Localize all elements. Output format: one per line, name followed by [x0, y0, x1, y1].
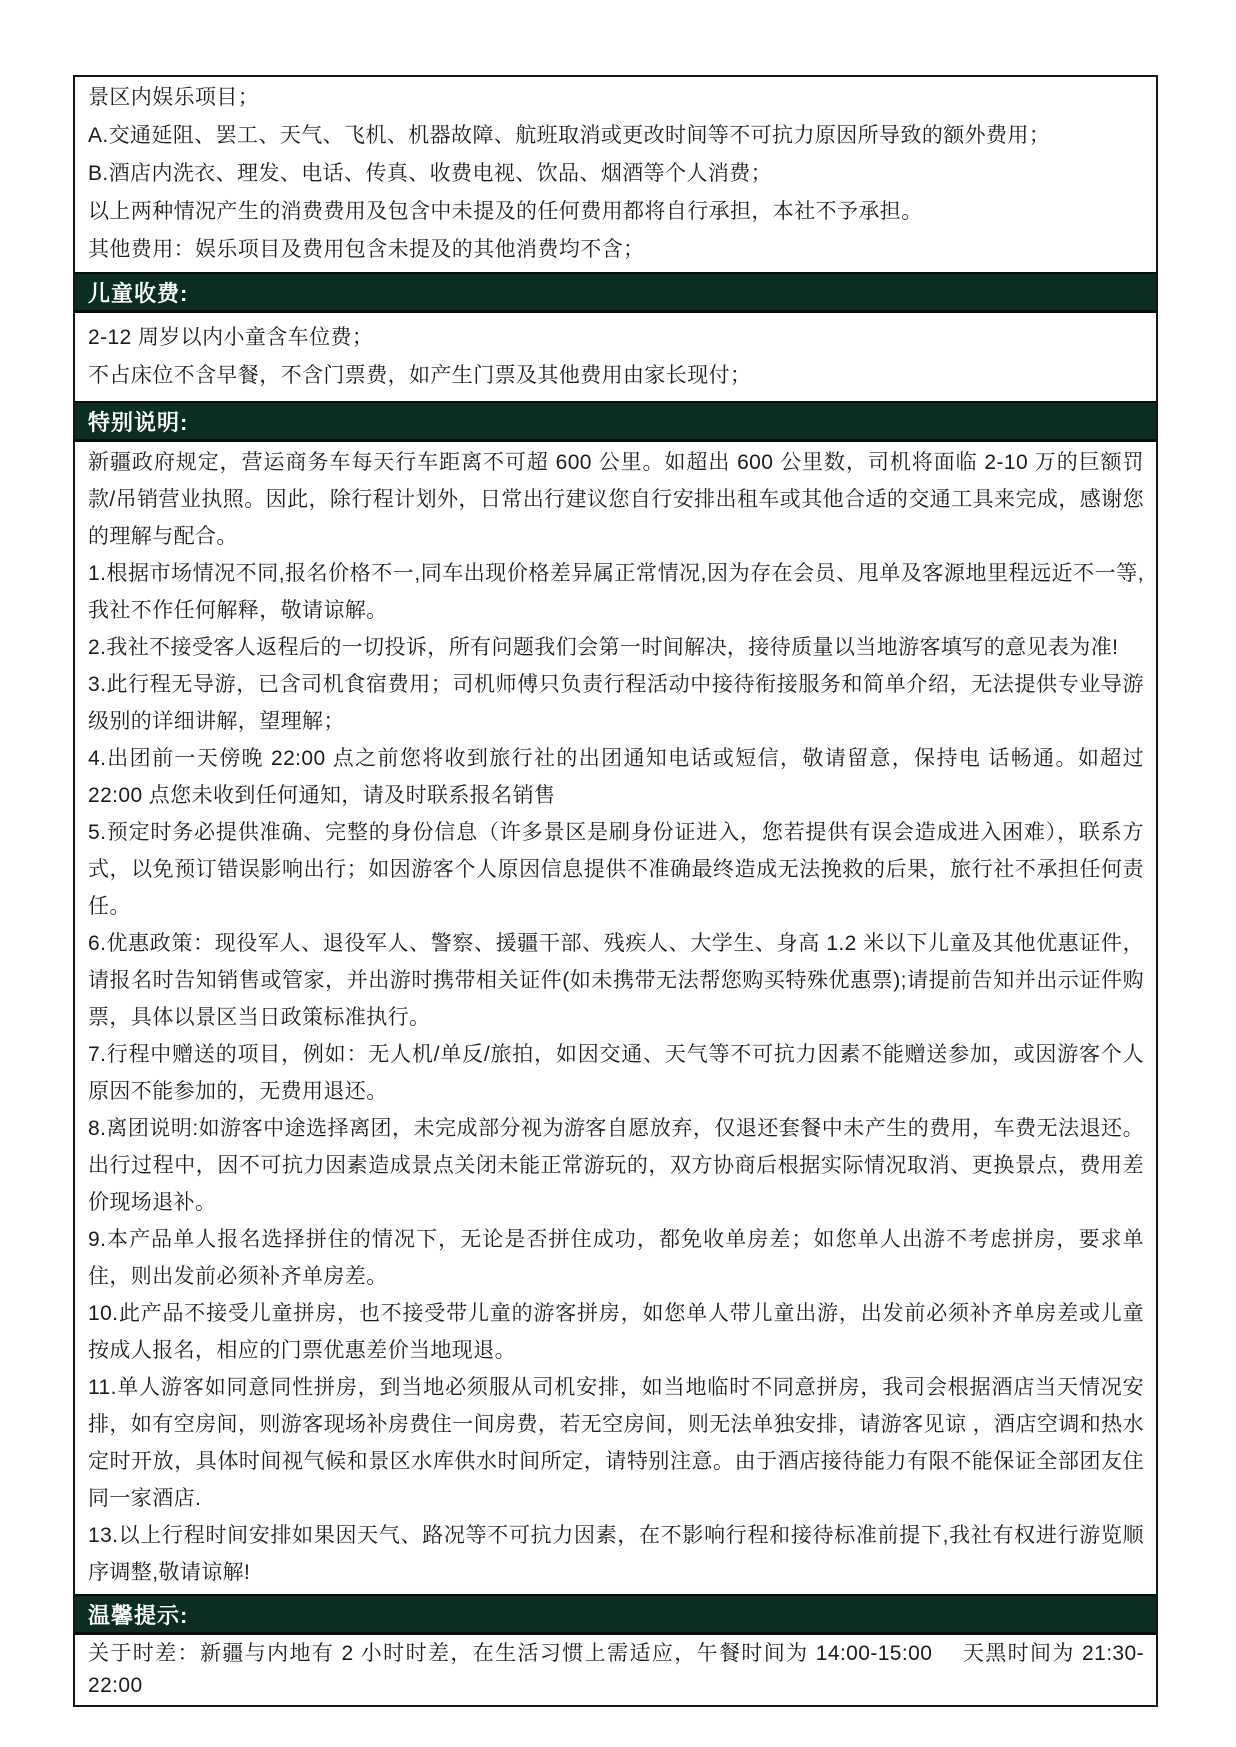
- paragraph: B.酒店内洗衣、理发、电话、传真、收费电视、饮品、烟酒等个人消费；: [88, 162, 773, 185]
- paragraph: 不占床位不含早餐，不含门票费，如产生门票及其他费用由家长现付；: [88, 364, 752, 387]
- paragraph: 2-12 周岁以内小童含车位费；: [88, 326, 374, 349]
- section-tips: [75, 1635, 1156, 1705]
- paragraph: 关于时差：新疆与内地有 2 小时时差，在生活习惯上需适应，午餐时间为 14:00-15:00 天黑时间为 21:30-22:00: [88, 1642, 1144, 1697]
- paragraph: 8.离团说明:如游客中途选择离团，未完成部分视为游客自愿放弃，仅退还套餐中未产生的费用，车费无法退还。出行过程中，因不可抗力因素造成景点关闭未能正常游玩的，双方协商后根据实际情况取消、更换景点，费用差价现场退补。: [88, 1117, 1144, 1214]
- paragraph: 新疆政府规定，营运商务车每天行车距离不可超 600 公里。如超出 600 公里数，司机将面临 2-10 万的巨额罚款/吊销营业执照。因此，除行程计划外，日常出行建议您自行安排出租车或其他合适的交通工具来完成，感谢您的理解与配合。: [88, 451, 1144, 548]
- paragraph: 11.单人游客如同意同性拼房，到当地必须服从司机安排，如当地临时不同意拼房，我司会根据酒店当天情况安排，如有空房间，则游客现场补房费住一间房费，若无空房间，则无法单独安排，请游客见谅 ，酒店空调和热水定时开放，具体时间视气候和景区水库供水时间所定，请特别注意。由于酒店接待能力有限不能保证全部团友住同一家酒店.: [88, 1376, 1144, 1510]
- paragraph: 景区内娱乐项目；: [88, 86, 260, 109]
- section-header-child-fees: [75, 272, 1156, 313]
- section-header-label: 儿童收费:: [88, 280, 189, 306]
- paragraph: 其他费用：娱乐项目及费用包含未提及的其他消费均不含；: [88, 238, 645, 261]
- section-header-special-notes: [75, 401, 1156, 442]
- paragraph: A.交通延阻、罢工、天气、飞机、机器故障、航班取消或更改时间等不可抗力原因所导致的额外费用；: [88, 124, 1051, 147]
- paragraph: 9.本产品单人报名选择拼住的情况下，无论是否拼住成功，都免收单房差；如您单人出游不考虑拼房，要求单住，则出发前必须补齐单房差。: [88, 1228, 1144, 1288]
- section-header-label: 特别说明:: [88, 409, 189, 435]
- section-child-fees: [75, 313, 1156, 401]
- paragraph: 1.根据市场情况不同,报名价格不一,同车出现价格差异属正常情况,因为存在会员、甩单及客源地里程远近不一等,我社不作任何解释，敬请谅解。: [88, 562, 1144, 622]
- section-other-fees: [75, 77, 1156, 272]
- paragraph: 3.此行程无导游，已含司机食宿费用；司机师傅只负责行程活动中接待衔接服务和简单介绍，无法提供专业导游级别的详细讲解，望理解；: [88, 673, 1144, 733]
- paragraph: 10.此产品不接受儿童拼房，也不接受带儿童的游客拼房，如您单人带儿童出游，出发前必须补齐单房差或儿童按成人报名，相应的门票优惠差价当地现退。: [88, 1302, 1144, 1362]
- section-special-notes: [75, 442, 1156, 1594]
- paragraph: 6.优惠政策：现役军人、退役军人、警察、援疆干部、残疾人、大学生、身高 1.2 米以下儿童及其他优惠证件，请报名时告知销售或管家，并出游时携带相关证件(如未携带无法帮您购买特殊优惠票);请提前告知并出示证件购票，具体以景区当日政策标准执行。: [88, 932, 1144, 1029]
- section-header-label: 温馨提示:: [88, 1602, 189, 1628]
- paragraph: 4.出团前一天傍晚 22:00 点之前您将收到旅行社的出团通知电话或短信，敬请留意，保持电 话畅通。如超过 22:00 点您未收到任何通知，请及时联系报名销售: [88, 747, 1144, 807]
- terms-table: [73, 75, 1158, 1707]
- paragraph: 2.我社不接受客人返程后的一切投诉，所有问题我们会第一时间解决，接待质量以当地游客填写的意见表为准!: [88, 636, 1119, 659]
- section-header-tips: [75, 1594, 1156, 1635]
- paragraph: 7.行程中赠送的项目，例如：无人机/单反/旅拍，如因交通、天气等不可抗力因素不能赠送参加，或因游客个人原因不能参加的，无费用退还。: [88, 1043, 1144, 1103]
- paragraph: 5.预定时务必提供准确、完整的身份信息（许多景区是刷身份证进入，您若提供有误会造成进入困难），联系方式，以免预订错误影响出行；如因游客个人原因信息提供不准确最终造成无法挽救的后果，旅行社不承担任何责任。: [88, 821, 1144, 918]
- paragraph: 以上两种情况产生的消费费用及包含中未提及的任何费用都将自行承担，本社不予承担。: [88, 200, 923, 223]
- paragraph: 13.以上行程时间安排如果因天气、路况等不可抗力因素，在不影响行程和接待标准前提下,我社有权进行游览顺序调整,敬请谅解!: [88, 1524, 1144, 1584]
